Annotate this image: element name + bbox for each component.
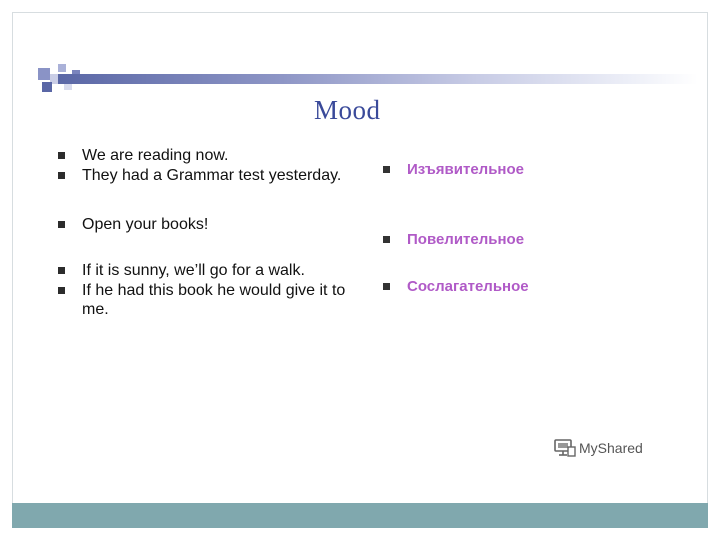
mood-subjunctive [380, 277, 680, 296]
list-item-text: Open your books! [82, 216, 209, 233]
slide-title: Mood [314, 95, 381, 125]
footer-bar [12, 503, 708, 528]
list-item-imperative [55, 215, 355, 234]
mood-imperative [380, 230, 680, 249]
watermark-text: MyShared [579, 440, 643, 456]
header-gradient-bar [58, 74, 698, 84]
bullet-icon [58, 152, 65, 159]
mood-label: Повелительное [407, 231, 525, 248]
bullet-icon [383, 283, 390, 290]
mood-label: Сослагательное [407, 278, 529, 295]
list-item-subjunctive-2 [55, 281, 355, 319]
myshared-watermark [554, 437, 643, 459]
bullet-icon [383, 236, 390, 243]
list-item-indicative-2 [55, 166, 355, 185]
bullet-icon [58, 287, 65, 294]
mood-indicative [380, 160, 680, 179]
bullet-icon [58, 267, 65, 274]
list-item-text: If it is sunny, we’ll go for a walk. [82, 262, 305, 279]
list-item-text: If he had this book he would give it to me. [82, 282, 346, 318]
example-sentences-list [55, 146, 355, 319]
myshared-logo-icon [554, 438, 576, 458]
list-item-indicative-1 [55, 146, 355, 165]
bullet-icon [58, 172, 65, 179]
mood-label: Изъявительное [407, 161, 524, 178]
mood-names-list [380, 160, 680, 296]
list-item-text: We are reading now. [82, 147, 229, 164]
bullet-icon [58, 221, 65, 228]
bullet-icon [383, 166, 390, 173]
list-item-subjunctive-1 [55, 261, 355, 280]
list-item-text: They had a Grammar test yesterday. [82, 167, 342, 184]
